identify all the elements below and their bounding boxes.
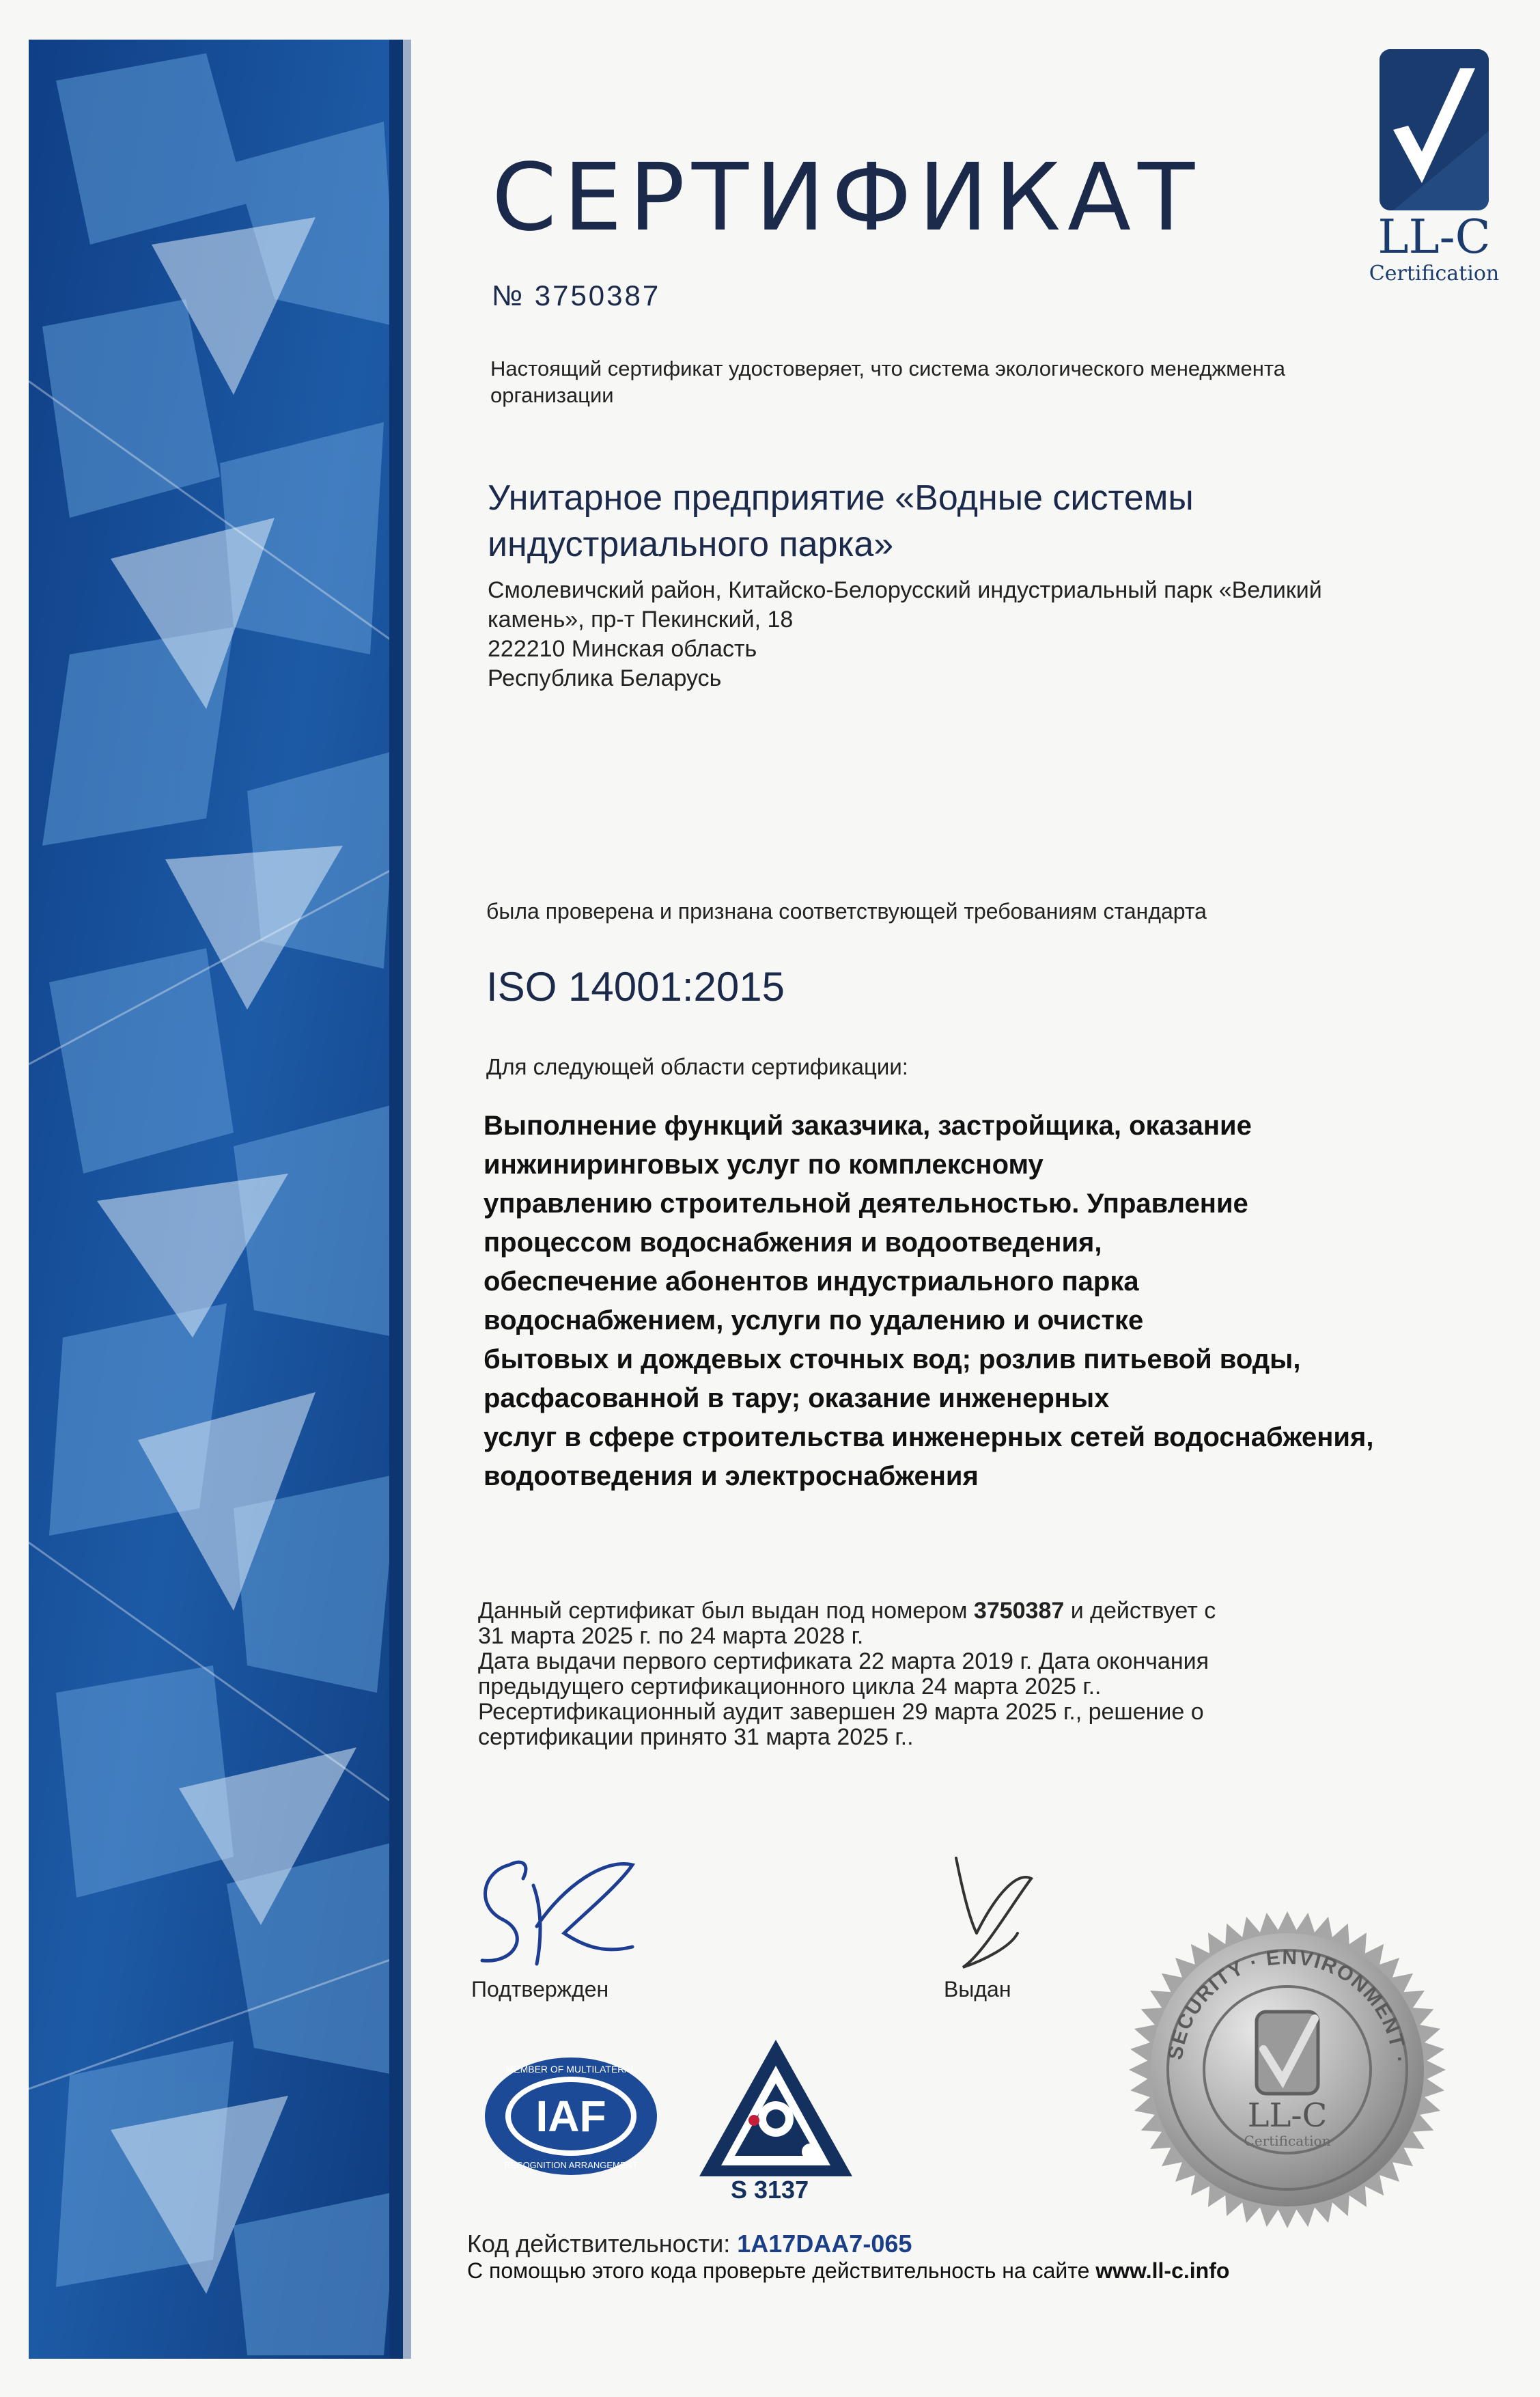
llc-seal [1127, 1909, 1448, 2230]
certificate-number: № 3750387 [492, 279, 661, 311]
address-line: 222210 Минская область [488, 636, 757, 662]
scope-line: услуг в сфере строительства инженерных сетей водоснабжения, [484, 1422, 1374, 1452]
address-line: Смолевичский район, Китайско-Белорусский индустриальный парк «Великий [488, 577, 1322, 603]
validity-line: Ресертификационный аудит завершен 29 марта 2025 г., решение о [478, 1699, 1204, 1725]
verification-text: была проверена и признана соответствующей требованиям стандарта [486, 899, 1207, 924]
validity-line: предыдущего сертификационного цикла 24 марта 2025 г.. [478, 1674, 1102, 1700]
decorative-side-band [29, 40, 411, 2359]
scope-line: водоснабжением, услуги по удалению и очистке [484, 1305, 1144, 1335]
organization-name [488, 475, 1512, 568]
scope-line: инжиниринговых услуг по комплексному [484, 1150, 1044, 1180]
scope-line: обеспечение абонентов индустриального парка [484, 1266, 1139, 1297]
logo-subtitle: Certification [1369, 262, 1500, 286]
validity-text [478, 1598, 1366, 1750]
standard-name: ISO 14001:2015 [486, 964, 785, 1010]
iaf-mark [482, 2055, 660, 2178]
accreditation-code: S 3137 [731, 2176, 809, 2204]
certification-scope [484, 1107, 1494, 1496]
iaf-ring-bottom: RECOGNITION ARRANGEMENT [504, 2160, 638, 2170]
seal-center-text: LL-C [1247, 2096, 1328, 2135]
address-line: камень», пр-т Пекинский, 18 [488, 607, 794, 633]
validation-code-label: Код действительности: [467, 2230, 738, 2258]
scope-line: управлению строительной деятельностью. Управление [484, 1189, 1248, 1219]
validation-code-value: 1A17DAA7-065 [737, 2230, 912, 2258]
iaf-text: IAF [535, 2092, 606, 2141]
validity-suffix: и действует с [1064, 1598, 1216, 1624]
issued-label: Выдан [944, 1977, 1011, 2001]
validation-check-prefix: С помощью этого кода проверьте действительность на сайте [467, 2258, 1096, 2283]
validity-line: Дата выдачи первого сертификата 22 марта 2019 г. Дата окончания [478, 1648, 1209, 1674]
llc-logo [1366, 49, 1502, 286]
seal-sub-text: Certification [1244, 2133, 1331, 2149]
accreditation-mark [694, 2036, 858, 2186]
validation-instructions [467, 2257, 1229, 2284]
scope-label: Для следующей области сертификации: [486, 1054, 908, 1079]
intro-line: организации [490, 383, 614, 407]
iaf-ring-top: MEMBER OF MULTILATERAL [505, 2064, 636, 2075]
organization-name-line: Унитарное предприятие «Водные системы [488, 478, 1194, 518]
intro-text [490, 355, 1446, 408]
scope-line: Выполнение функций заказчика, застройщика, оказание [484, 1111, 1252, 1141]
scope-line: водоотведения и электроснабжения [484, 1461, 979, 1491]
signature-issued [936, 1851, 1045, 1981]
checkmark-icon [1380, 49, 1489, 210]
validity-line: сертификации принято 31 марта 2025 г.. [478, 1724, 914, 1750]
intro-line: Настоящий сертификат удостоверяет, что система экологического менеджмента [490, 357, 1285, 380]
signature-confirmed [468, 1844, 646, 1974]
seal-ring-text: SECURITY · ENVIRONMENT · [1164, 1945, 1411, 2066]
certificate-title: СЕРТИФИКАТ [492, 144, 1202, 252]
validity-prefix: Данный сертификат был выдан под номером [478, 1598, 974, 1624]
address-line: Республика Беларусь [488, 665, 722, 691]
scope-line: расфасованной в тару; оказание инженерных [484, 1383, 1110, 1413]
organization-name-line: индустриального парка» [488, 525, 894, 564]
organization-address [488, 576, 1471, 693]
validation-site-link[interactable]: www.ll-c.info [1095, 2258, 1230, 2283]
validation-code [467, 2230, 912, 2258]
validity-line [478, 1598, 1366, 1624]
validity-line: 31 марта 2025 г. по 24 марта 2028 г. [478, 1623, 864, 1649]
scope-line: бытовых и дождевых сточных вод; розлив питьевой воды, [484, 1344, 1301, 1374]
validity-number: 3750387 [973, 1598, 1065, 1624]
scope-line: процессом водоснабжения и водоотведения, [484, 1228, 1102, 1258]
logo-name: LL-C [1377, 210, 1491, 264]
confirmed-label: Подтвержден [471, 1977, 609, 2001]
